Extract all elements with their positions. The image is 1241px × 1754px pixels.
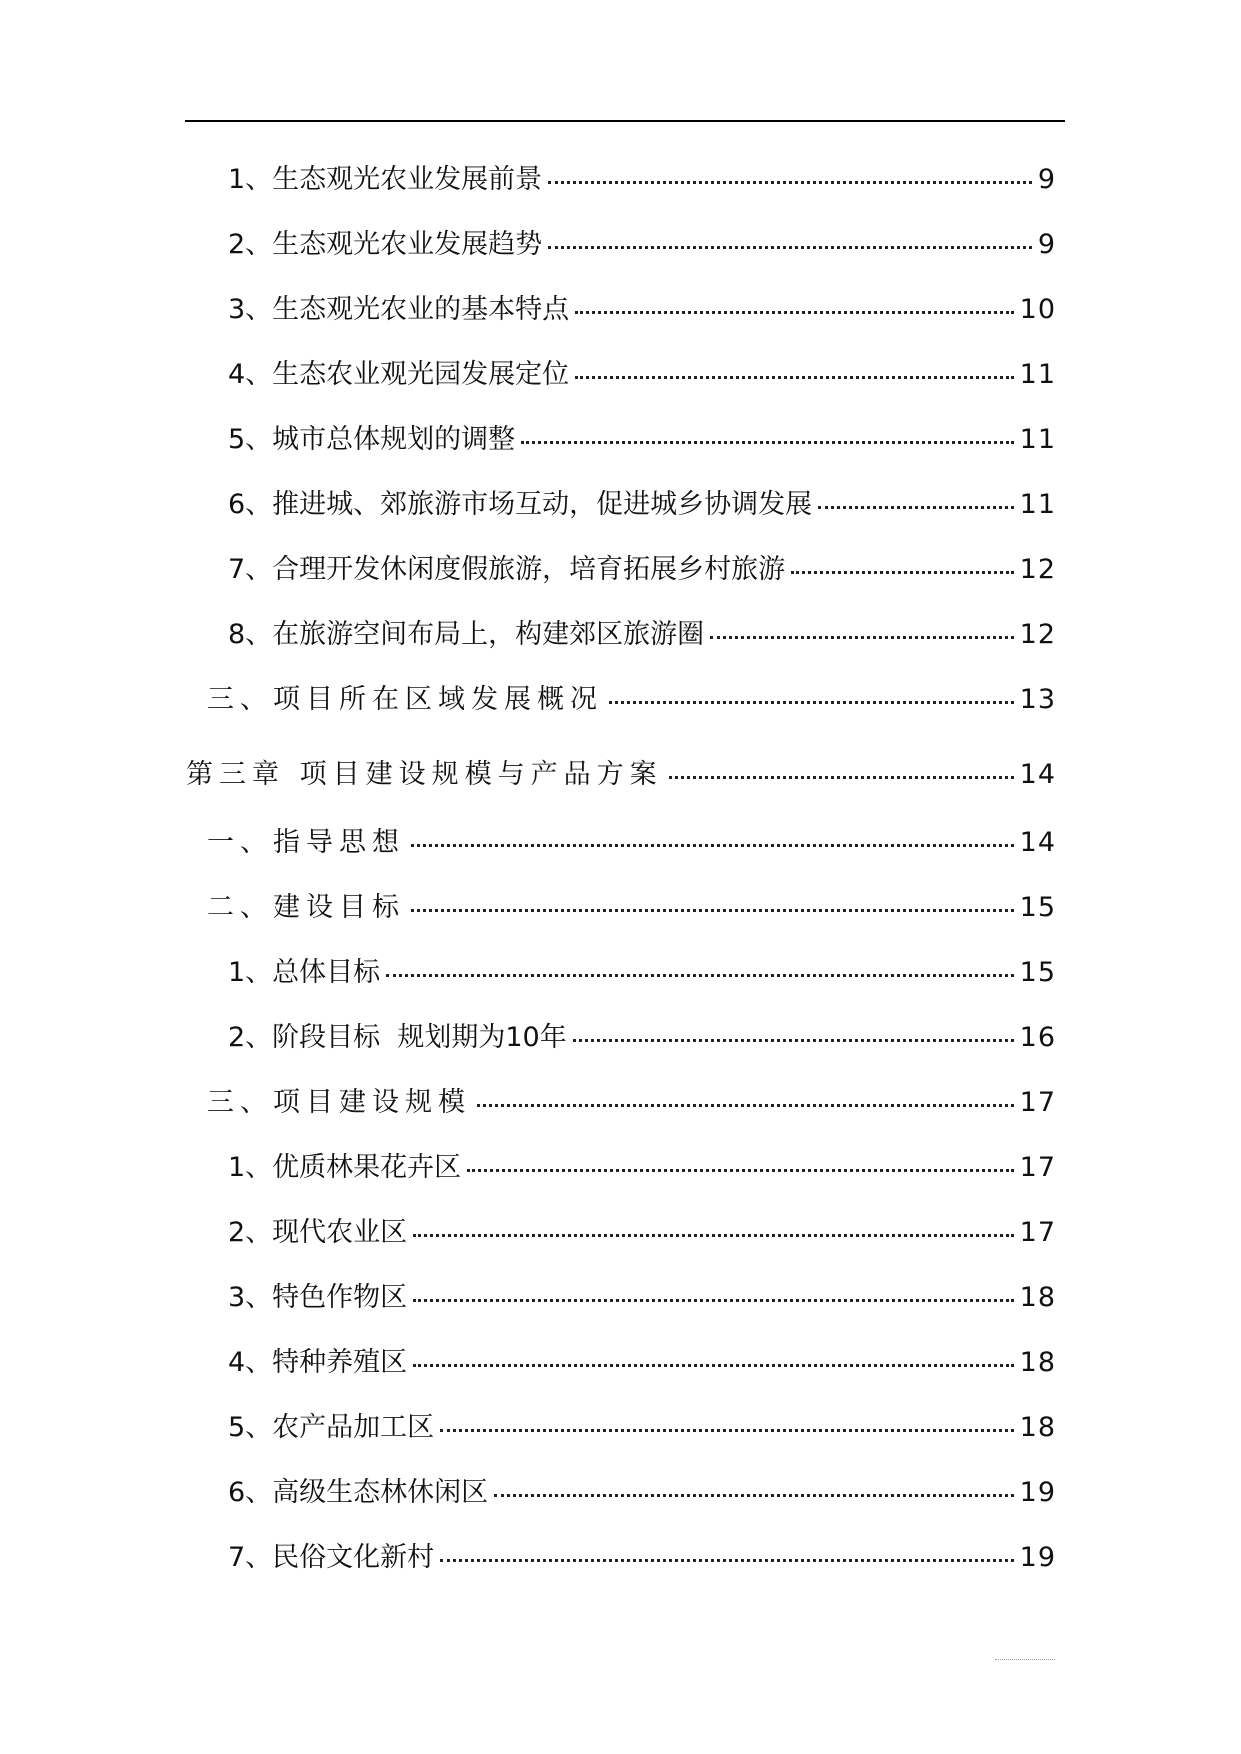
toc-entry-page: 18 xyxy=(1019,1282,1056,1313)
toc-entry[interactable] xyxy=(228,1273,1056,1338)
toc-entry-label: 三、项目建设规模 xyxy=(207,1087,471,1118)
toc-dot-leader xyxy=(710,636,1013,639)
toc-entry-label: 2、阶段目标 规划期为10年 xyxy=(228,1022,567,1053)
toc-entry-label: 6、高级生态林休闲区 xyxy=(228,1477,489,1508)
header-rule xyxy=(185,120,1065,122)
toc-entry-label: 4、特种养殖区 xyxy=(228,1347,408,1378)
toc-entry-label: 8、在旅游空间布局上，构建郊区旅游圈 xyxy=(228,619,705,650)
toc-entry-label: 三、项目所在区域发展概况 xyxy=(207,684,603,715)
toc-entry-label: 1、生态观光农业发展前景 xyxy=(228,164,543,195)
toc-entry-page: 16 xyxy=(1019,1022,1056,1053)
table-of-contents xyxy=(0,155,1241,1598)
toc-entry-page: 15 xyxy=(1019,957,1056,988)
toc-section-entry[interactable] xyxy=(207,675,1056,740)
toc-dot-leader xyxy=(548,246,1032,249)
toc-entry[interactable] xyxy=(228,285,1056,350)
toc-entry-page: 18 xyxy=(1019,1412,1056,1443)
toc-entry-page: 17 xyxy=(1019,1152,1056,1183)
toc-entry-page: 11 xyxy=(1019,424,1056,455)
toc-dot-leader xyxy=(548,181,1032,184)
toc-entry[interactable] xyxy=(228,220,1056,285)
toc-entry-page: 12 xyxy=(1019,554,1056,585)
toc-dot-leader xyxy=(413,1299,1013,1302)
toc-dot-leader xyxy=(609,701,1014,704)
toc-entry-page: 11 xyxy=(1019,489,1056,520)
toc-dot-leader xyxy=(440,1559,1013,1562)
toc-dot-leader xyxy=(440,1429,1013,1432)
toc-dot-leader xyxy=(791,571,1013,574)
footer-mark xyxy=(995,1659,1055,1660)
toc-entry-label: 1、总体目标 xyxy=(228,957,381,988)
toc-dot-leader xyxy=(467,1169,1013,1172)
toc-dot-leader xyxy=(477,1104,1014,1107)
toc-entry[interactable] xyxy=(228,155,1056,220)
toc-dot-leader xyxy=(573,1039,1014,1042)
toc-entry-page: 17 xyxy=(1019,1087,1056,1118)
toc-section-entry[interactable] xyxy=(207,883,1056,948)
toc-dot-leader xyxy=(413,1364,1013,1367)
toc-entry-page: 17 xyxy=(1019,1217,1056,1248)
toc-entry[interactable] xyxy=(228,1143,1056,1208)
toc-entry[interactable] xyxy=(228,1013,1056,1078)
toc-entry-label: 一、指导思想 xyxy=(207,827,405,858)
toc-entry-label: 5、农产品加工区 xyxy=(228,1412,435,1443)
toc-entry-label: 5、城市总体规划的调整 xyxy=(228,424,516,455)
toc-entry-label: 6、推进城、郊旅游市场互动，促进城乡协调发展 xyxy=(228,489,813,520)
toc-dot-leader xyxy=(386,974,1013,977)
toc-entry[interactable] xyxy=(228,948,1056,1013)
toc-entry-page: 18 xyxy=(1019,1347,1056,1378)
toc-entry-label: 1、优质林果花卉区 xyxy=(228,1152,462,1183)
toc-dot-leader xyxy=(413,1234,1013,1237)
toc-entry[interactable] xyxy=(228,1338,1056,1403)
toc-entry[interactable] xyxy=(228,545,1056,610)
toc-dot-leader xyxy=(494,1494,1013,1497)
toc-entry-page: 14 xyxy=(1019,759,1056,790)
toc-dot-leader xyxy=(818,506,1013,509)
toc-dot-leader xyxy=(411,909,1014,912)
toc-entry[interactable] xyxy=(228,1533,1056,1598)
toc-entry-label: 4、生态农业观光园发展定位 xyxy=(228,359,570,390)
toc-section-entry[interactable] xyxy=(207,1078,1056,1143)
toc-section-entry[interactable] xyxy=(207,818,1056,883)
toc-dot-leader xyxy=(411,844,1014,847)
toc-entry-page: 15 xyxy=(1019,892,1056,923)
toc-chapter-entry[interactable] xyxy=(186,740,1056,818)
toc-dot-leader xyxy=(669,776,1014,779)
toc-entry-page: 19 xyxy=(1019,1477,1056,1508)
toc-entry[interactable] xyxy=(228,350,1056,415)
toc-entry[interactable] xyxy=(228,1208,1056,1273)
toc-entry-label: 3、生态观光农业的基本特点 xyxy=(228,294,570,325)
toc-entry-page: 13 xyxy=(1019,684,1056,715)
toc-dot-leader xyxy=(521,441,1013,444)
toc-entry-page: 9 xyxy=(1037,164,1056,195)
toc-dot-leader xyxy=(575,311,1013,314)
toc-entry-label: 7、民俗文化新村 xyxy=(228,1542,435,1573)
toc-entry-label: 二、建设目标 xyxy=(207,892,405,923)
toc-entry-page: 10 xyxy=(1019,294,1056,325)
toc-entry-page: 11 xyxy=(1019,359,1056,390)
toc-entry[interactable] xyxy=(228,1403,1056,1468)
toc-chapter-label: 第三章 项目建设规模与产品方案 xyxy=(186,759,663,790)
toc-entry-label: 2、生态观光农业发展趋势 xyxy=(228,229,543,260)
toc-entry-page: 14 xyxy=(1019,827,1056,858)
toc-entry-label: 3、特色作物区 xyxy=(228,1282,408,1313)
toc-entry-page: 12 xyxy=(1019,619,1056,650)
toc-entry[interactable] xyxy=(228,415,1056,480)
toc-entry-label: 2、现代农业区 xyxy=(228,1217,408,1248)
toc-dot-leader xyxy=(575,376,1013,379)
toc-entry[interactable] xyxy=(228,480,1056,545)
toc-entry-label: 7、合理开发休闲度假旅游，培育拓展乡村旅游 xyxy=(228,554,786,585)
toc-entry[interactable] xyxy=(228,610,1056,675)
toc-entry[interactable] xyxy=(228,1468,1056,1533)
toc-entry-page: 19 xyxy=(1019,1542,1056,1573)
toc-entry-page: 9 xyxy=(1037,229,1056,260)
